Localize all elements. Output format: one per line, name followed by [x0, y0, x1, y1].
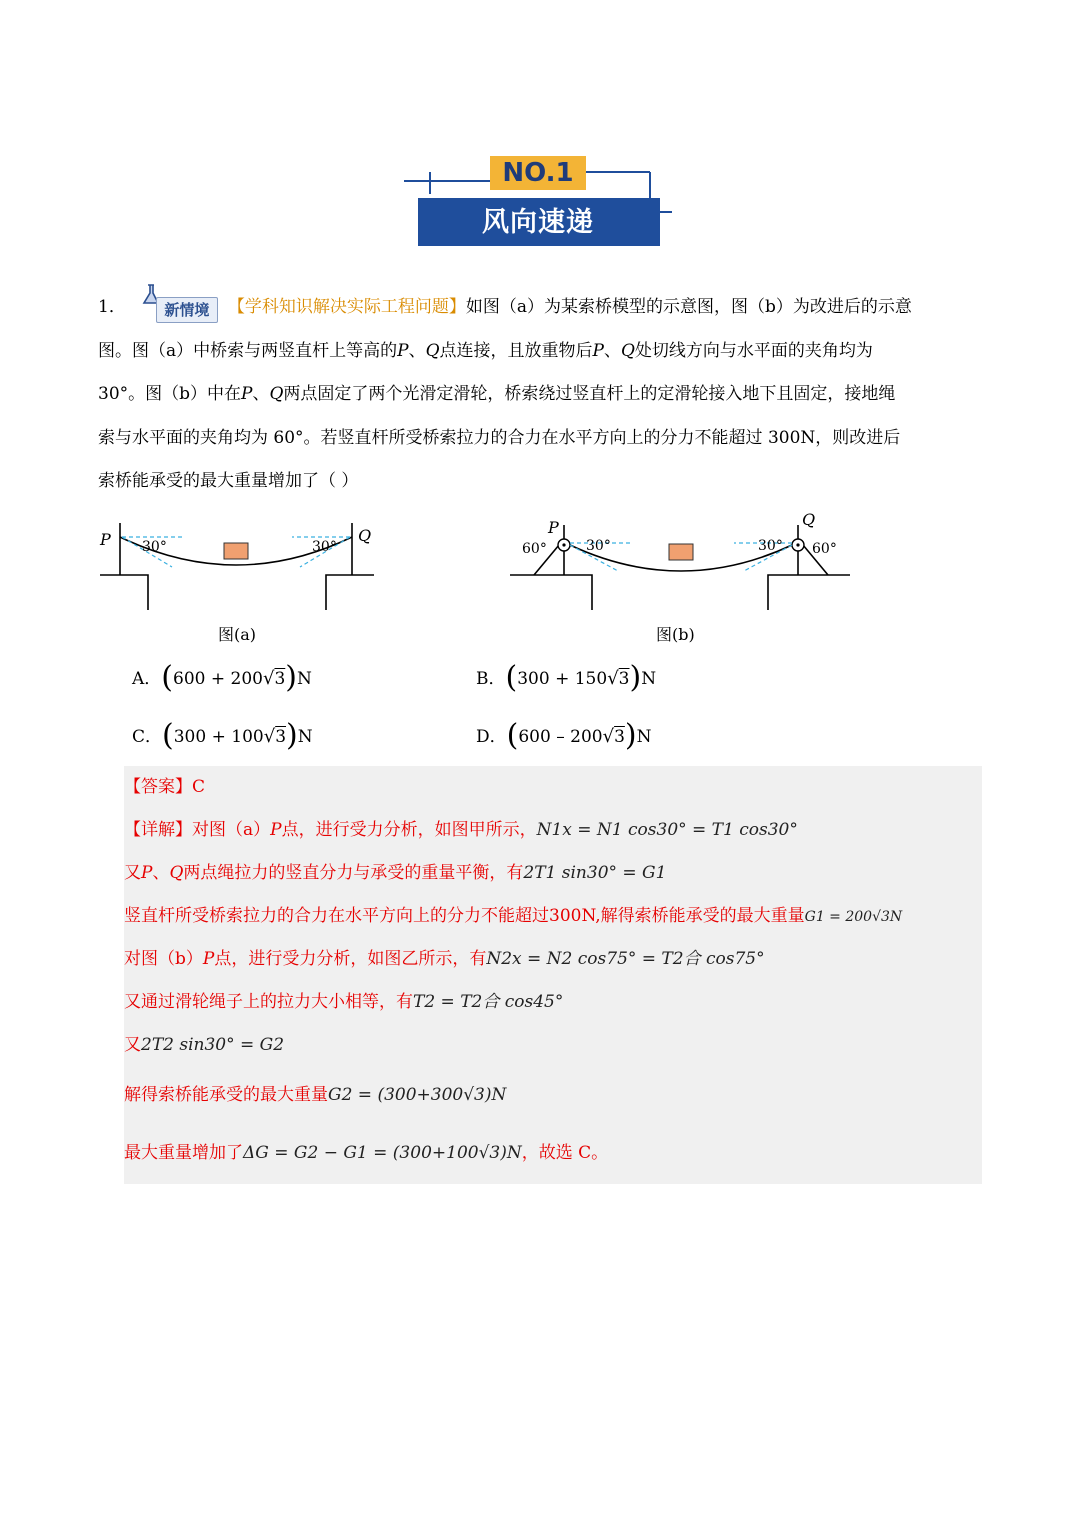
question-line-3: 30°。图（b）中在P、Q两点固定了两个光滑定滑轮，桥索绕过竖直杆上的定滑轮接入地下且固定，接地绳 [98, 384, 896, 404]
fig-b-angle-left-in: 30° [586, 538, 611, 554]
fig-a-label-p: P [100, 530, 111, 549]
option-a[interactable]: A．(600 + 200√3)N [132, 660, 312, 695]
detail-line-8: 最大重量增加了ΔG = G2 − G1 = (300+100√3)N，故选 C。 [124, 1143, 609, 1163]
detail-line-1: 【详解】对图（a）P点，进行受力分析，如图甲所示，N1x = N1 cos30° = T1 cos30° [124, 820, 798, 840]
answer-label: 【答案】C [124, 777, 206, 797]
figure-a [96, 515, 386, 615]
fig-a-label-q: Q [358, 526, 372, 545]
fig-b-label-q: Q [802, 510, 816, 529]
badge-number: NO.1 [502, 158, 574, 188]
figure-b-caption: 图(b) [656, 625, 695, 644]
question-body [98, 286, 988, 504]
question-line-2: 图。图（a）中桥索与两竖直杆上等高的P、Q点连接，且放重物后P、Q处切线方向与水平面的夹角均为 [98, 340, 873, 361]
fig-a-angle-right: 30° [312, 539, 337, 555]
detail-line-4: 对图（b）P点，进行受力分析，如图乙所示，有N2x = N2 cos75° = T2合 cos75° [124, 949, 765, 969]
fig-b-angle-left-out: 60° [522, 541, 547, 557]
new-scenario-tag: 新情境 [140, 293, 222, 323]
detail-line-3: 竖直杆所受桥索拉力的合力在水平方向上的分力不能超过300N,解得索桥能承受的最大重量G1 = 200√3N [124, 906, 903, 926]
question-line-1: 1． 新情境 【学科知识解决实际工程问题】如图（a）为某索桥模型的示意图，图（b）为改进后的示意 [98, 286, 988, 330]
fig-b-angle-right-out: 60° [812, 541, 837, 557]
badge-title: 风向速递 [482, 207, 594, 238]
option-c[interactable]: C．(300 + 100√3)N [132, 718, 313, 753]
figure-a-caption: 图(a) [218, 625, 257, 644]
question-line-4: 索与水平面的夹角均为 60°。若竖直杆所受桥索拉力的合力在水平方向上的分力不能超过 300N，则改进后 [98, 427, 901, 448]
option-d[interactable]: D．(600 – 200√3)N [476, 718, 652, 753]
question-line-5: 索桥能承受的最大重量增加了（ ） [98, 471, 359, 491]
figure-b [506, 505, 856, 615]
detail-line-6: 又2T2 sin30° = G2 [124, 1035, 285, 1055]
option-b[interactable]: B．(300 + 150√3)N [476, 660, 657, 695]
detail-line-7: 解得索桥能承受的最大重量G2 = (300+300√3)N [124, 1085, 507, 1105]
fig-a-angle-left: 30° [142, 539, 167, 555]
section-badge [404, 150, 674, 250]
fig-b-label-p: P [548, 518, 559, 537]
detail-line-2: 又P、Q两点绳拉力的竖直分力与承受的重量平衡，有2T1 sin30° = G1 [124, 863, 667, 883]
question-number: 1． [98, 297, 126, 317]
detail-line-5: 又通过滑轮绳子上的拉力大小相等，有T2 = T2合 cos45° [124, 992, 564, 1012]
fig-b-angle-right-in: 30° [758, 538, 783, 554]
question-topic: 【学科知识解决实际工程问题】 [227, 297, 466, 317]
